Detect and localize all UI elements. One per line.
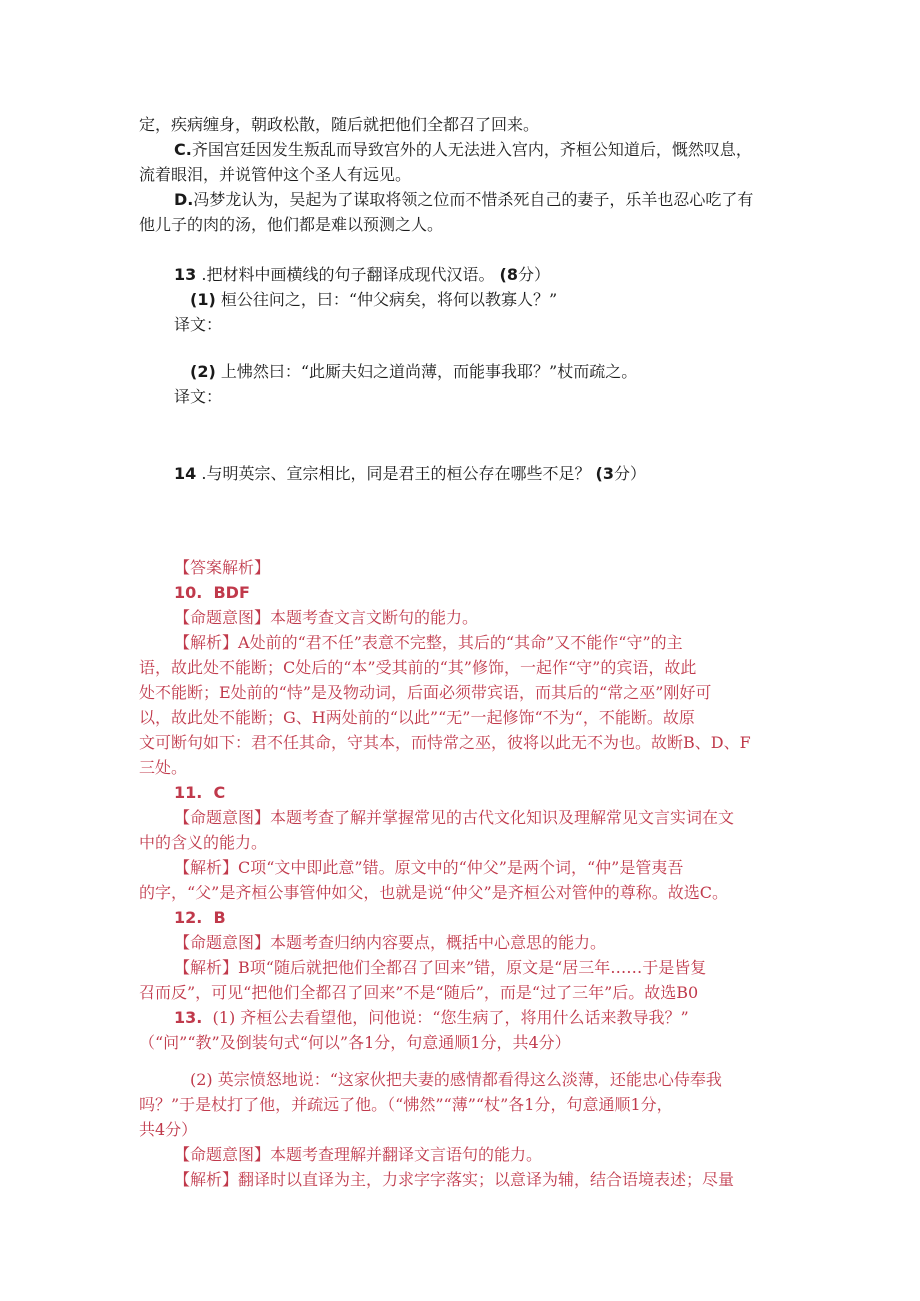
q14-score-unit: 分） bbox=[614, 464, 647, 483]
q14-number: 14 bbox=[174, 464, 197, 483]
a10-explanation-line-4: 以，故此处不能断；G、H两处前的“以此”“无”一起修饰“不为“，不能断。故原 bbox=[139, 708, 695, 727]
option-d-line-1 bbox=[174, 188, 753, 212]
answer-11 bbox=[174, 781, 225, 805]
a10-intent: 【命题意图】本题考查文言文断句的能力。 bbox=[174, 608, 479, 627]
a10-explanation-line-5: 文可断句如下：君不任其命，守其本，而恃常之巫，彼将以此无不为也。故断B、D、F bbox=[139, 733, 751, 752]
q13-score: (8 bbox=[499, 265, 518, 284]
a11-answer: C bbox=[213, 783, 226, 802]
option-d-label: D. bbox=[174, 190, 194, 209]
a13-s1-scoring: （“问”“教”及倒装句式“何以”各1分，句意通顺1分，共4分） bbox=[139, 1033, 571, 1052]
option-c-label: C. bbox=[174, 140, 192, 159]
a11-intent-line-1: 【命题意图】本题考查了解并掌握常见的古代文化知识及理解常见文言实词在文 bbox=[174, 808, 735, 827]
q14-score: (3 bbox=[595, 464, 614, 483]
a10-explanation-line-3: 处不能断；E处前的“恃”是及物动词，后面必须带宾语，而其后的“常之巫”刚好可 bbox=[139, 683, 712, 702]
q13-s1-translation-label: 译文： bbox=[174, 315, 223, 334]
q13-score-unit: 分） bbox=[518, 265, 551, 284]
q13-number: 13 bbox=[174, 265, 197, 284]
q13-s2-text: 上怫然曰：“此厮夫妇之道尚薄，而能事我耶？”杖而疏之。 bbox=[220, 362, 638, 381]
a12-explanation-line-2: 召而反”，可见“把他们全都召了回来”不是“随后”，而是“过了三年”后。故选B0 bbox=[139, 983, 699, 1002]
q13-sentence-1 bbox=[190, 288, 557, 312]
option-c-text: 齐国宫廷因发生叛乱而导致宫外的人无法进入宫内，齐桓公知道后，慨然叹息， bbox=[191, 140, 752, 159]
q13-s2-number: (2) bbox=[190, 362, 216, 381]
option-d-line-2: 他儿子的肉的汤，他们都是难以预测之人。 bbox=[139, 215, 444, 234]
a12-intent: 【命题意图】本题考查归纳内容要点，概括中心意思的能力。 bbox=[174, 933, 607, 952]
a11-explanation-line-2: 的字，“父”是齐桓公事管仲如父，也就是说“仲父”是齐桓公对管仲的尊称。故选C。 bbox=[139, 883, 728, 902]
answer-13-line-1 bbox=[174, 1006, 689, 1030]
a13-s2-line-1: (2) 英宗愤怒地说：“这家伙把夫妻的感情都看得这么淡薄，还能忠心侍奉我 bbox=[190, 1070, 722, 1089]
a11-explanation-line-1: 【解析】C项“文中即此意”错。原文中的“仲父”是两个词，“仲”是管夷吾 bbox=[174, 858, 684, 877]
q13-text: .把材料中画横线的句子翻译成现代汉语。 bbox=[201, 265, 495, 284]
a10-explanation-line-6: 三处。 bbox=[139, 758, 188, 777]
a13-s1-text: (1) 齐桓公去看望他，问他说：“您生病了，将用什么话来教导我？” bbox=[212, 1008, 689, 1027]
a12-answer: B bbox=[213, 908, 226, 927]
option-c-line-2: 流着眼泪，并说管仲这个圣人有远见。 bbox=[139, 165, 412, 184]
a11-intent-line-2: 中的含义的能力。 bbox=[139, 833, 268, 852]
a10-number: 10. bbox=[174, 583, 203, 602]
q13-s1-text: 桓公往问之，曰：“仲父病矣，将何以教寡人？” bbox=[220, 290, 558, 309]
a13-explanation-line-1: 【解析】翻译时以直译为主，力求字字落实；以意译为辅，结合语境表述；尽量 bbox=[174, 1170, 735, 1189]
a11-number: 11. bbox=[174, 783, 203, 802]
a12-number: 12. bbox=[174, 908, 203, 927]
a13-intent: 【命题意图】本题考查理解并翻译文言语句的能力。 bbox=[174, 1145, 543, 1164]
a13-s2-line-2: 吗？”于是杖打了他，并疏远了他。（“怫然”“薄”“杖”各1分，句意通顺1分， bbox=[139, 1095, 673, 1114]
a10-answer: BDF bbox=[213, 583, 250, 602]
a12-explanation-line-1: 【解析】B项“随后就把他们全都召了回来”错，原文是“居三年……于是皆复 bbox=[174, 958, 707, 977]
q14-text: .与明英宗、宣宗相比，同是君王的桓公存在哪些不足？ bbox=[201, 464, 591, 483]
option-c-line-1 bbox=[174, 138, 752, 162]
a13-s2-line-3: 共4分） bbox=[139, 1120, 198, 1139]
a10-explanation-tag: 【解析】 bbox=[174, 633, 239, 652]
a13-number: 13. bbox=[174, 1008, 203, 1027]
question-13 bbox=[174, 263, 550, 287]
q13-s2-translation-label: 译文： bbox=[174, 387, 223, 406]
q13-sentence-2 bbox=[190, 360, 637, 384]
q13-s1-number: (1) bbox=[190, 290, 216, 309]
question-14 bbox=[174, 462, 646, 486]
answer-10 bbox=[174, 581, 250, 605]
answers-header: 【答案解析】 bbox=[174, 558, 271, 577]
option-b-continuation: 定，疾病缠身，朝政松散，随后就把他们全都召了回来。 bbox=[139, 115, 540, 134]
a10-explanation-line-1 bbox=[174, 631, 683, 655]
a10-explanation-line-2: 语，故此处不能断；C处后的“本”受其前的“其”修饰，一起作“守”的宾语，故此 bbox=[139, 658, 697, 677]
a10-explanation-text: A处前的“君不任”表意不完整，其后的“其命”又不能作“守”的主 bbox=[238, 633, 683, 652]
answer-12 bbox=[174, 906, 226, 930]
option-d-text: 冯梦龙认为，吴起为了谋取将领之位而不惜杀死自己的妻子，乐羊也忍心吃了有 bbox=[193, 190, 754, 209]
